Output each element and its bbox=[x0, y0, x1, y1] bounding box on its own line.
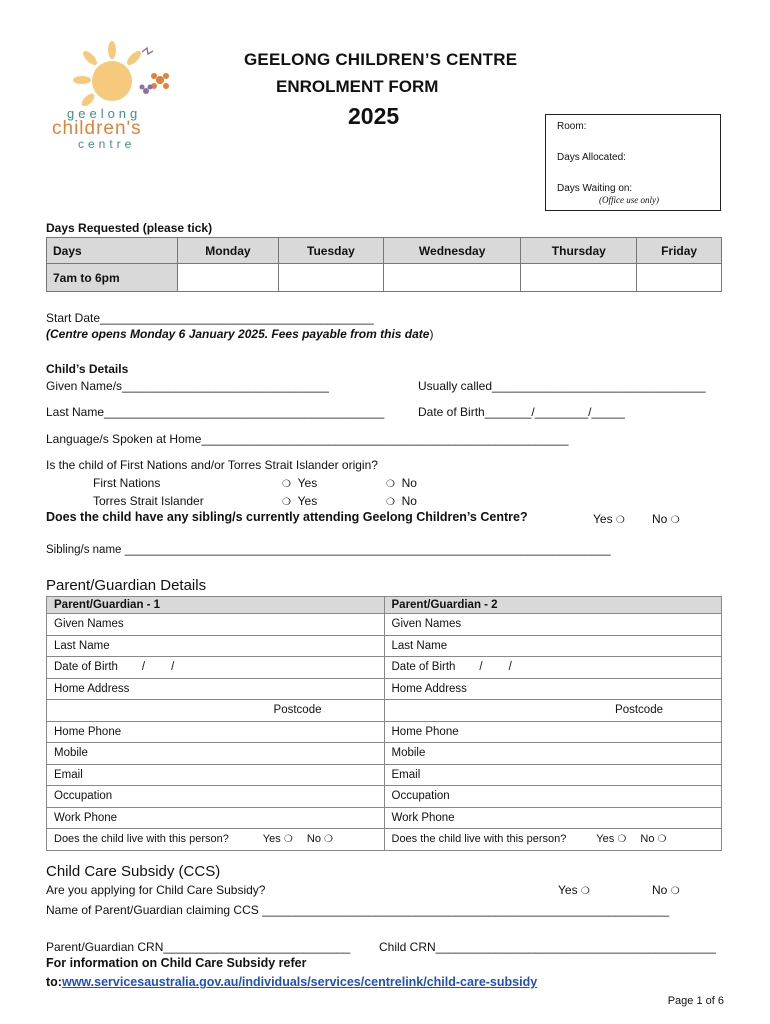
radio-icon[interactable]: ❍ bbox=[670, 886, 680, 897]
torres-strait-yes-option[interactable] bbox=[282, 494, 317, 508]
parent-1-work-phone-field[interactable]: Work Phone bbox=[47, 807, 385, 829]
office-use-box bbox=[545, 114, 721, 211]
origin-question: Is the child of First Nations and/or Torres Strait Islander origin? bbox=[46, 458, 378, 472]
radio-icon[interactable]: ❍ bbox=[324, 834, 333, 846]
tuesday-tick-cell[interactable] bbox=[278, 264, 383, 292]
torres-strait-no-option[interactable] bbox=[386, 494, 417, 508]
logo bbox=[50, 36, 180, 151]
wednesday-tick-cell[interactable] bbox=[383, 264, 520, 292]
tuesday-col-header: Tuesday bbox=[278, 238, 383, 264]
option-label: No bbox=[401, 476, 417, 490]
office-use-note: (Office use only) bbox=[599, 195, 659, 205]
option-label: No bbox=[652, 512, 668, 526]
parent-2-email-field[interactable]: Email bbox=[384, 764, 722, 786]
option-label: Yes bbox=[558, 883, 578, 897]
live-with-no-option[interactable] bbox=[640, 833, 666, 845]
logo-text-geelong: geelong bbox=[67, 106, 142, 121]
ccs-info-text: For information on Child Care Subsidy refer bbox=[46, 956, 307, 970]
option-label: No bbox=[306, 833, 321, 846]
monday-tick-cell[interactable] bbox=[178, 264, 279, 292]
page-number: Page 1 of 6 bbox=[667, 995, 724, 1007]
parent-2-home-phone-field[interactable]: Home Phone bbox=[384, 721, 722, 743]
radio-icon[interactable]: ❍ bbox=[580, 886, 590, 897]
sibling-names-field[interactable]: Sibling/s name ____________________________________________________________________________ bbox=[46, 544, 611, 556]
parent-1-last-name-field[interactable]: Last Name bbox=[47, 635, 385, 657]
start-date-field[interactable]: Start Date_________________________________________ bbox=[46, 311, 374, 325]
child-crn-field[interactable]: Child CRN__________________________________________ bbox=[379, 940, 716, 954]
first-nations-label: First Nations bbox=[93, 476, 161, 490]
wednesday-col-header: Wednesday bbox=[383, 238, 520, 264]
sun-flower-logo-graphic bbox=[50, 36, 180, 106]
child-given-names-field[interactable]: Given Name/s_______________________________ bbox=[46, 379, 329, 393]
parent-1-email-field[interactable]: Email bbox=[47, 764, 385, 786]
option-label: No bbox=[640, 833, 655, 846]
sibling-question: Does the child have any sibling/s currently attending Geelong Children’s Centre? bbox=[46, 510, 528, 524]
live-with-question: Does the child live with this person? bbox=[391, 833, 567, 846]
parent-1-home-phone-field[interactable]: Home Phone bbox=[47, 721, 385, 743]
sibling-no-option[interactable] bbox=[652, 512, 680, 526]
child-usually-called-field[interactable]: Usually called________________________________ bbox=[418, 379, 706, 393]
ccs-heading: Child Care Subsidy (CCS) bbox=[46, 863, 221, 880]
live-with-no-option[interactable] bbox=[307, 833, 333, 845]
parent-2-occupation-field[interactable]: Occupation bbox=[384, 786, 722, 808]
thursday-col-header: Thursday bbox=[521, 238, 637, 264]
radio-icon[interactable]: ❍ bbox=[657, 834, 667, 846]
option-label: Yes bbox=[297, 476, 318, 490]
office-days-allocated-label: Days Allocated: bbox=[557, 152, 626, 163]
live-with-yes-option[interactable] bbox=[263, 833, 293, 845]
form-year: 2025 bbox=[348, 103, 400, 129]
dob-slash: / bbox=[141, 661, 146, 674]
parent-2-last-name-field[interactable]: Last Name bbox=[384, 635, 722, 657]
monday-col-header: Monday bbox=[178, 238, 279, 264]
start-date-note-text: (Centre opens Monday 6 January 2025. Fees payable from this date bbox=[46, 327, 430, 341]
parent-2-mobile-field[interactable]: Mobile bbox=[384, 743, 722, 765]
ccs-info-to: to: bbox=[46, 975, 62, 989]
ccs-yes-option[interactable] bbox=[558, 883, 590, 897]
sibling-yes-option[interactable] bbox=[593, 512, 625, 526]
dob-slash: / bbox=[508, 661, 512, 674]
option-label: No bbox=[401, 494, 417, 508]
start-date-note bbox=[46, 327, 433, 341]
logo-text-childrens: children's bbox=[52, 118, 142, 139]
option-label: No bbox=[652, 883, 668, 897]
parent-2-dob-field[interactable] bbox=[384, 657, 722, 679]
parent-1-occupation-field[interactable]: Occupation bbox=[47, 786, 385, 808]
torres-strait-label: Torres Strait Islander bbox=[93, 494, 204, 508]
days-requested-table bbox=[46, 237, 722, 292]
radio-icon[interactable]: ❍ bbox=[670, 515, 680, 526]
ccs-applying-question: Are you applying for Child Care Subsidy? bbox=[46, 883, 266, 897]
parent-2-postcode-field[interactable]: Postcode bbox=[384, 700, 722, 722]
child-language-field[interactable]: Language/s Spoken at Home_______________________________________________________ bbox=[46, 432, 569, 446]
form-title: GEELONG CHILDREN’S CENTRE bbox=[244, 50, 518, 69]
parent-2-work-phone-field[interactable]: Work Phone bbox=[384, 807, 722, 829]
hours-row-label: 7am to 6pm bbox=[47, 264, 178, 292]
ccs-info-link[interactable]: www.servicesaustralia.gov.au/individuals/services/centrelink/child-care-subsidy bbox=[61, 975, 538, 989]
radio-icon[interactable]: ❍ bbox=[617, 834, 627, 846]
parent-1-home-address-field[interactable]: Home Address bbox=[47, 678, 385, 700]
parent-1-postcode-field[interactable]: Postcode bbox=[47, 700, 385, 722]
dob-label: Date of Birth bbox=[54, 661, 118, 674]
dob-slash: / bbox=[479, 661, 483, 674]
live-with-yes-option[interactable] bbox=[596, 833, 626, 845]
option-label: Yes bbox=[262, 833, 281, 846]
option-label: Yes bbox=[593, 512, 613, 526]
ccs-claiming-name-field[interactable]: Name of Parent/Guardian claiming CCS _____________________________________________________________ bbox=[46, 903, 670, 917]
parent-1-given-names-field[interactable]: Given Names bbox=[47, 614, 385, 636]
child-last-name-field[interactable]: Last Name__________________________________________ bbox=[46, 405, 385, 419]
parent-2-live-with-row bbox=[384, 829, 722, 851]
parent-crn-field[interactable]: Parent/Guardian CRN____________________________ bbox=[46, 940, 351, 954]
ccs-info-link-line bbox=[46, 975, 537, 989]
days-requested-heading: Days Requested (please tick) bbox=[46, 221, 213, 235]
parent-guardian-table bbox=[46, 596, 722, 851]
start-date-note-end: ) bbox=[429, 327, 434, 341]
radio-icon[interactable]: ❍ bbox=[282, 497, 291, 508]
radio-icon[interactable]: ❍ bbox=[615, 515, 625, 526]
first-nations-yes-option[interactable] bbox=[282, 476, 317, 490]
parent-2-header: Parent/Guardian - 2 bbox=[384, 597, 722, 614]
parent-1-mobile-field[interactable]: Mobile bbox=[47, 743, 385, 765]
ccs-no-option[interactable] bbox=[652, 883, 680, 897]
radio-icon[interactable]: ❍ bbox=[386, 479, 395, 490]
dob-label: Date of Birth bbox=[391, 661, 456, 674]
dob-slash: / bbox=[171, 661, 175, 674]
radio-icon[interactable]: ❍ bbox=[282, 479, 291, 490]
friday-tick-cell[interactable] bbox=[637, 264, 722, 292]
office-room-label: Room: bbox=[557, 121, 587, 132]
radio-icon[interactable]: ❍ bbox=[386, 497, 395, 508]
parent-2-home-address-field[interactable]: Home Address bbox=[384, 678, 722, 700]
option-label: Yes bbox=[596, 833, 615, 846]
parent-1-header: Parent/Guardian - 1 bbox=[47, 597, 385, 614]
child-dob-field[interactable]: Date of Birth_______/________/_____ bbox=[418, 405, 625, 419]
live-with-question: Does the child live with this person? bbox=[54, 833, 229, 846]
child-details-heading: Child’s Details bbox=[46, 362, 129, 376]
radio-icon[interactable]: ❍ bbox=[283, 834, 293, 846]
friday-col-header: Friday bbox=[637, 238, 722, 264]
thursday-tick-cell[interactable] bbox=[521, 264, 637, 292]
office-days-waiting-label: Days Waiting on: bbox=[557, 183, 633, 194]
parent-1-dob-field[interactable] bbox=[47, 657, 385, 679]
option-label: Yes bbox=[297, 494, 318, 508]
logo-text-centre: centre bbox=[78, 137, 136, 151]
days-col-header: Days bbox=[47, 238, 178, 264]
parent-2-given-names-field[interactable]: Given Names bbox=[384, 614, 722, 636]
first-nations-no-option[interactable] bbox=[386, 476, 417, 490]
parent-1-live-with-row bbox=[47, 829, 385, 851]
form-subtitle: ENROLMENT FORM bbox=[276, 77, 439, 96]
parent-guardian-heading: Parent/Guardian Details bbox=[46, 577, 207, 594]
